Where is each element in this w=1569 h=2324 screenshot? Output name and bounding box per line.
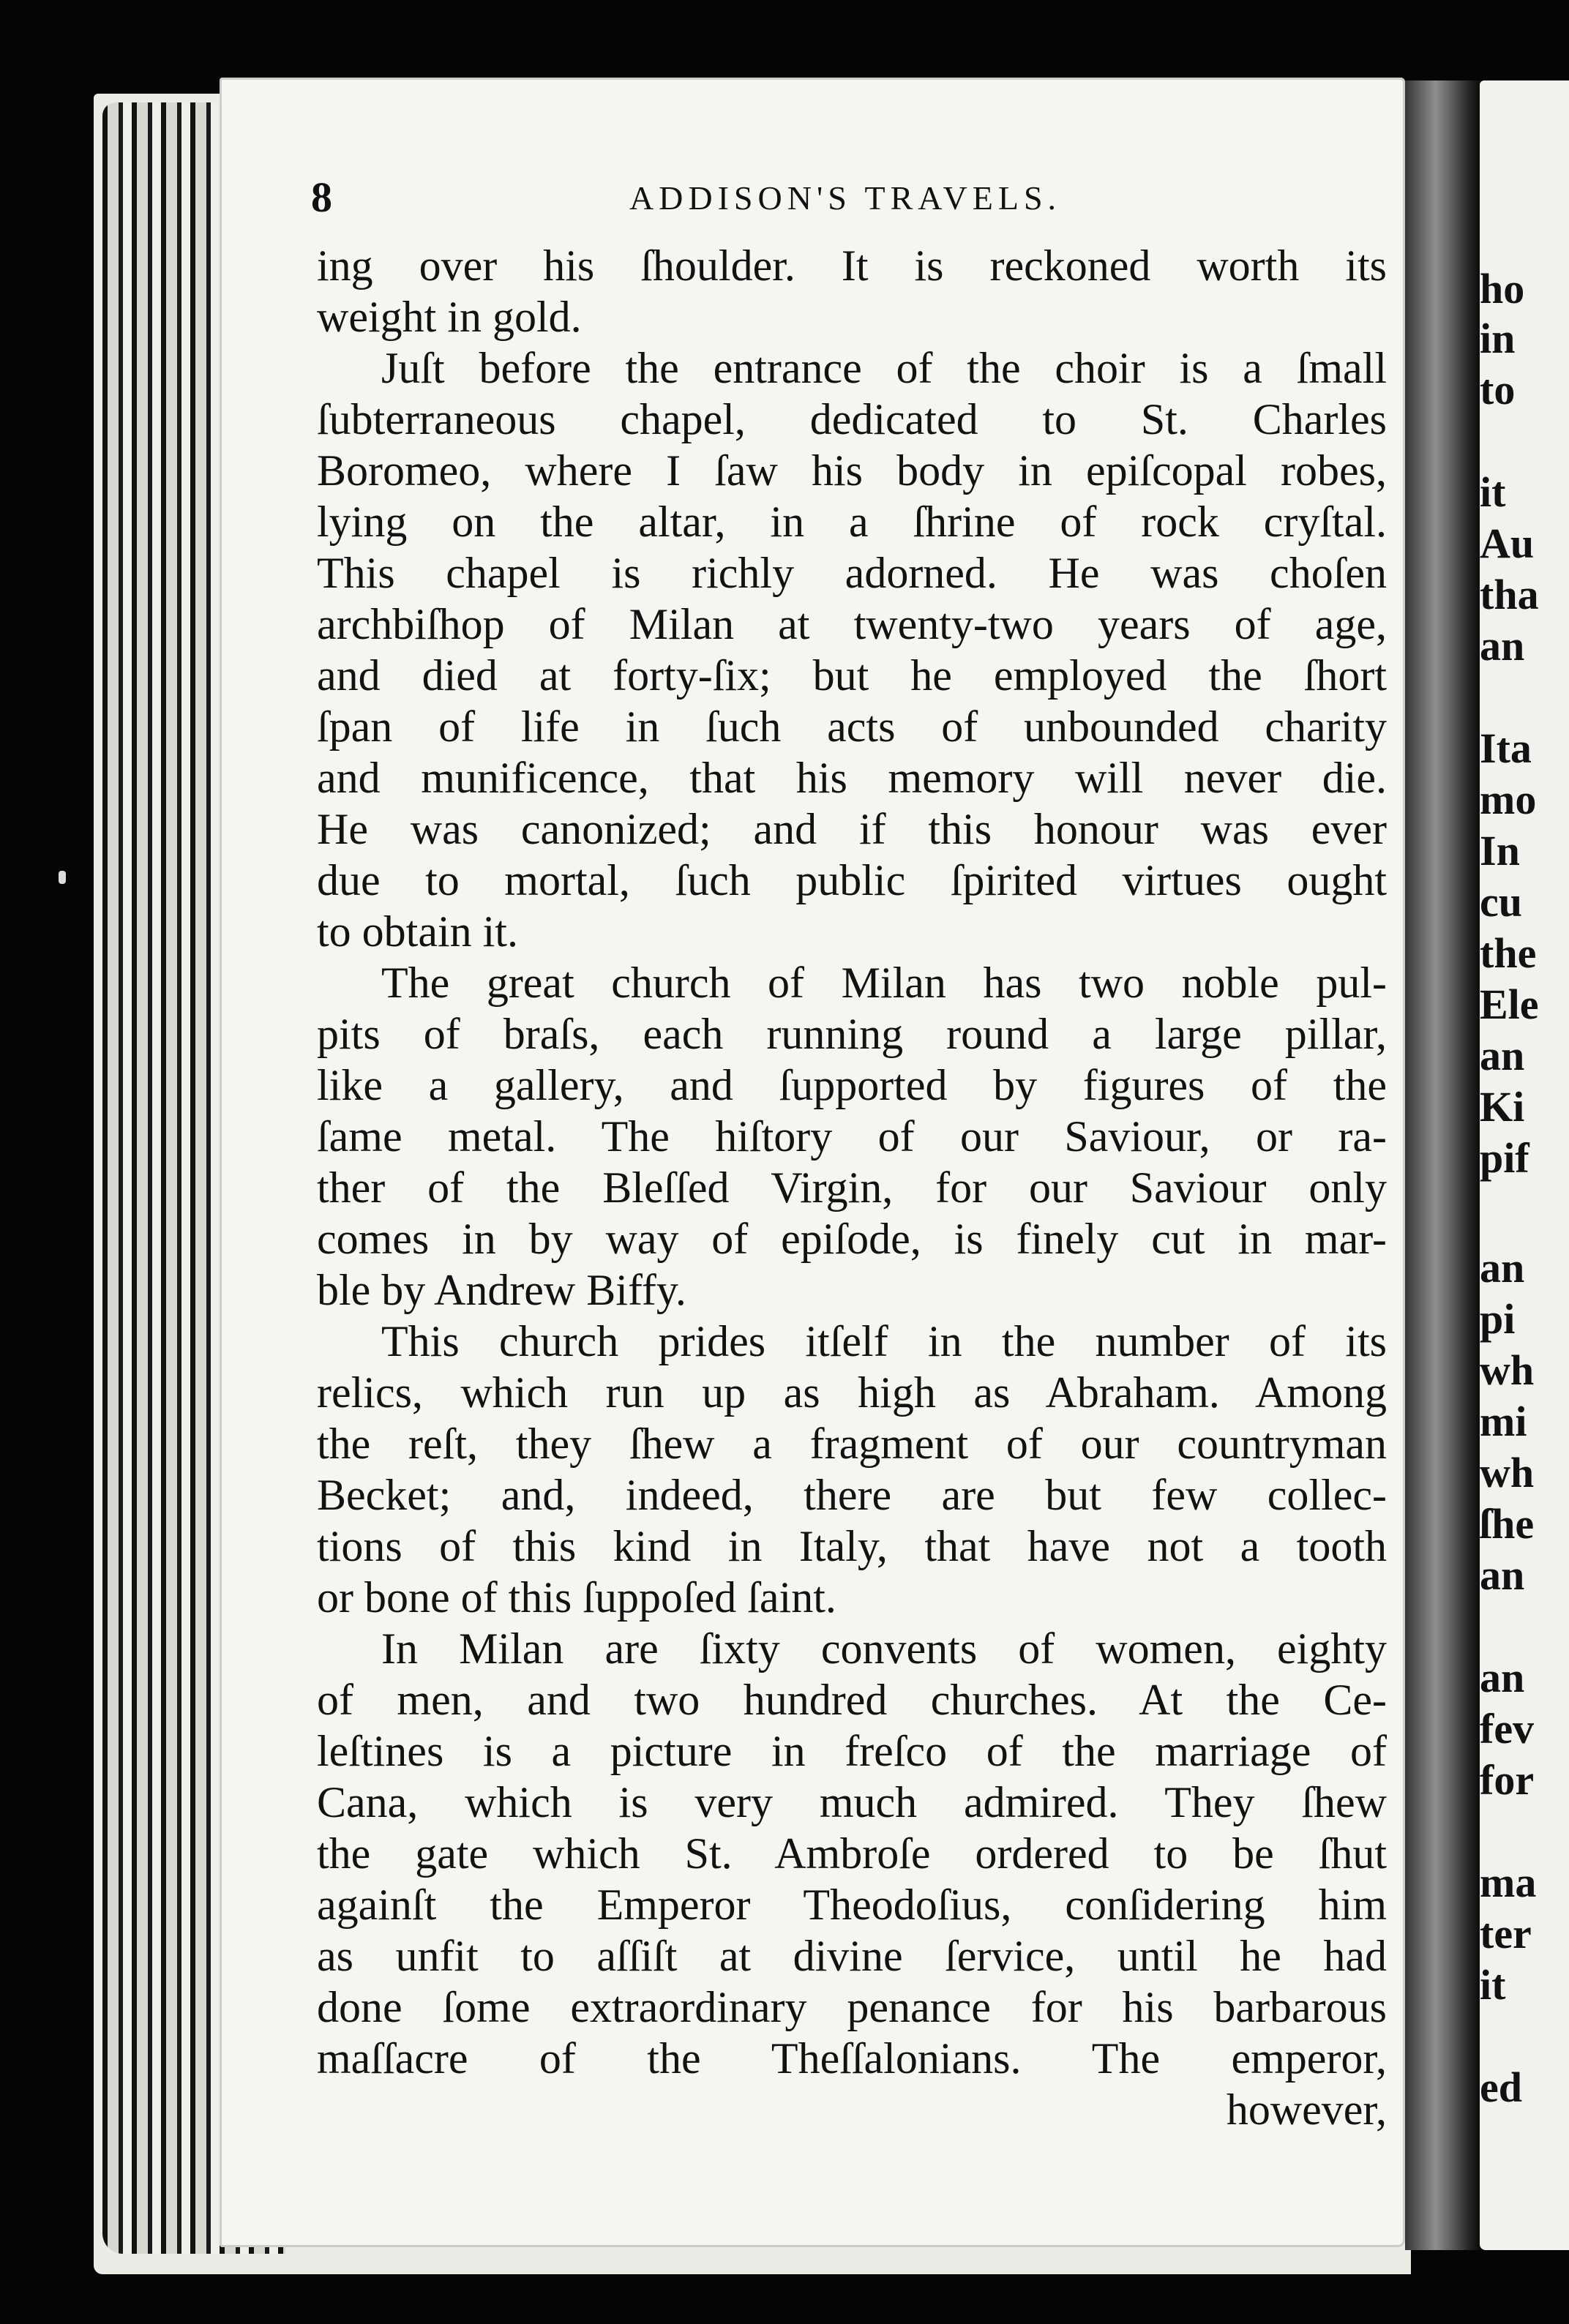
text-line: lying on the altar, in a ſhrine of rock cryſtal.	[317, 498, 1387, 546]
text-line: ther of the Bleſſed Virgin, for our Saviour only	[317, 1163, 1387, 1212]
text-line: This church prides itſelf in the number of its	[381, 1317, 1387, 1365]
text-line: ſame metal. The hiſtory of our Saviour, or ra-	[317, 1112, 1387, 1161]
facing-line: wh	[1480, 1346, 1535, 1394]
text-line: Becket; and, indeed, there are but few collec-	[317, 1471, 1387, 1519]
text-line: comes in by way of epiſode, is finely cut in mar-	[317, 1215, 1387, 1263]
text-line: Juſt before the entrance of the choir is a ſmall	[381, 344, 1387, 392]
text-line: archbiſhop of Milan at twenty-two years of age,	[317, 600, 1387, 648]
facing-line: it	[1480, 1961, 1506, 2009]
facing-line: it	[1480, 468, 1506, 516]
text-line: pits of braſs, each running round a large pillar,	[317, 1010, 1387, 1058]
text-line: leſtines is a picture in freſco of the marriage of	[317, 1727, 1387, 1775]
text-line: to obtain it.	[317, 907, 518, 956]
text-line: Boromeo, where I ſaw his body in epiſcopal robes,	[317, 446, 1387, 495]
facing-line: an	[1480, 1244, 1525, 1292]
facing-line: ho	[1480, 265, 1525, 312]
text-line: as unfit to aſſiſt at divine ſervice, until he had	[317, 1932, 1387, 1980]
text-line: or bone of this ſuppoſed ſaint.	[317, 1573, 836, 1622]
facing-line: Au	[1480, 520, 1535, 567]
facing-line: mo	[1480, 776, 1537, 823]
facing-line: an	[1480, 1551, 1525, 1599]
text-line: and munificence, that his memory will never die.	[317, 754, 1387, 802]
text-line: ble by Andrew Biffy.	[317, 1266, 686, 1314]
text-line: In Milan are ſixty convents of women, eighty	[381, 1624, 1387, 1673]
text-line: the gate which St. Ambroſe ordered to be ſhut	[317, 1829, 1387, 1878]
text-line: relics, which run up as high as Abraham. Among	[317, 1368, 1387, 1417]
dust-speck	[59, 871, 66, 884]
book-gutter	[1405, 80, 1482, 2250]
text-line: and died at forty-ſix; but he employed the ſhort	[317, 651, 1387, 700]
running-title: ADDISON'S TRAVELS.	[629, 179, 1062, 217]
facing-line: ed	[1480, 2064, 1522, 2111]
facing-line: cu	[1480, 878, 1522, 926]
text-line: The great church of Milan has two noble pul-	[381, 959, 1387, 1007]
text-line: weight in gold.	[317, 293, 582, 341]
text-line: like a gallery, and ſupported by figures of the	[317, 1061, 1387, 1109]
facing-line: an	[1480, 1032, 1525, 1079]
text-line: ſubterraneous chapel, dedicated to St. Charles	[317, 395, 1387, 443]
facing-line: in	[1480, 315, 1516, 362]
facing-line: In	[1480, 827, 1520, 874]
facing-line: pif	[1480, 1134, 1529, 1182]
text-line: due to mortal, ſuch public ſpirited virtues ought	[317, 856, 1387, 904]
text-line: maſſacre of the Theſſalonians. The emperor,	[317, 2034, 1387, 2083]
facing-line: ſhe	[1480, 1500, 1535, 1548]
facing-line: ter	[1480, 1910, 1532, 1957]
facing-line: ma	[1480, 1859, 1537, 1906]
text-line: the reſt, they ſhew a fragment of our countryman	[317, 1420, 1387, 1468]
facing-line: an	[1480, 1654, 1525, 1701]
catchword: however,	[1226, 2085, 1387, 2134]
facing-line: Ele	[1480, 981, 1539, 1028]
page-number: 8	[311, 173, 332, 221]
facing-line: tha	[1480, 571, 1539, 618]
text-line: Cana, which is very much admired. They ſhew	[317, 1778, 1387, 1826]
facing-line: the	[1480, 929, 1537, 977]
facing-line: wh	[1480, 1449, 1535, 1496]
facing-line: to	[1480, 366, 1516, 413]
text-line: This chapel is richly adorned. He was choſen	[317, 549, 1387, 597]
text-line: of men, and two hundred churches. At the Ce-	[317, 1676, 1387, 1724]
facing-page-edge	[1480, 80, 1569, 2250]
facing-line: Ita	[1480, 724, 1532, 772]
text-line: done ſome extraordinary penance for his barbarous	[317, 1983, 1387, 2031]
facing-line: fev	[1480, 1705, 1535, 1753]
facing-line: an	[1480, 622, 1525, 670]
facing-line: for	[1480, 1756, 1535, 1804]
text-line: tions of this kind in Italy, that have not a tooth	[317, 1522, 1387, 1570]
text-line: ing over his ſhoulder. It is reckoned worth its	[317, 241, 1387, 290]
text-line: againſt the Emperor Theodoſius, conſidering him	[317, 1881, 1387, 1929]
facing-line: Ki	[1480, 1083, 1525, 1131]
text-line: He was canonized; and if this honour was ever	[317, 805, 1387, 853]
facing-line: pi	[1480, 1295, 1516, 1343]
text-line: ſpan of life in ſuch acts of unbounded charity	[317, 702, 1387, 751]
facing-line: mi	[1480, 1398, 1527, 1445]
running-head	[311, 173, 1379, 231]
